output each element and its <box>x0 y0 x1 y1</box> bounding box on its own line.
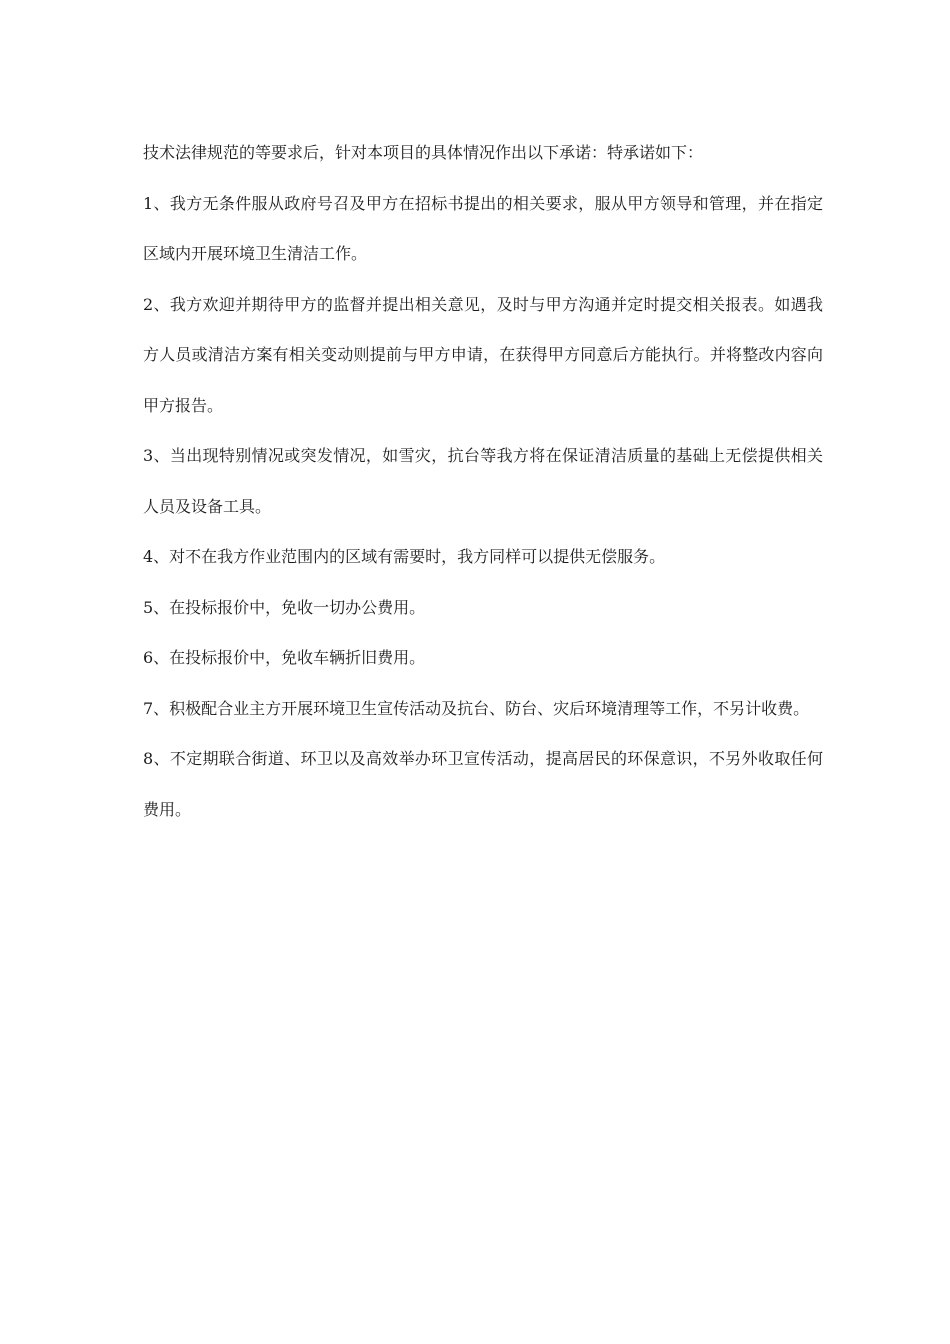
commitment-item-6: 6、在投标报价中，免收车辆折旧费用。 <box>143 648 426 667</box>
commitment-item-2: 2、我方欢迎并期待甲方的监督并提出相关意见，及时与甲方沟通并定时提交相关报表。如遇我方人员或清洁方案有相关变动则提前与甲方申请，在获得甲方同意后方能执行。并将整改内容向甲方报告。 <box>143 294 823 415</box>
commitment-item-4: 4、对不在我方作业范围内的区域有需要时，我方同样可以提供无偿服务。 <box>143 547 666 566</box>
commitment-item-8: 8、不定期联合街道、环卫以及高效举办环卫宣传活动，提高居民的环保意识，不另外收取任何费用。 <box>143 749 823 819</box>
commitment-item-5: 5、在投标报价中，免收一切办公费用。 <box>143 597 426 617</box>
intro-paragraph: 技术法律规范的等要求后，针对本项目的具体情况作出以下承诺：特承诺如下： <box>143 143 704 162</box>
commitment-item-3: 3、当出现特别情况或突发情况，如雪灾，抗台等我方将在保证清洁质量的基础上无偿提供相关人员及设备工具。 <box>143 446 823 516</box>
commitment-item-1: 1、我方无条件服从政府号召及甲方在招标书提出的相关要求，服从甲方领导和管理，并在指定区域内开展环境卫生清洁工作。 <box>143 193 823 263</box>
document-body <box>143 128 823 835</box>
commitment-item-7: 7、积极配合业主方开展环境卫生宣传活动及抗台、防台、灾后环境清理等工作，不另计收费。 <box>143 698 810 718</box>
